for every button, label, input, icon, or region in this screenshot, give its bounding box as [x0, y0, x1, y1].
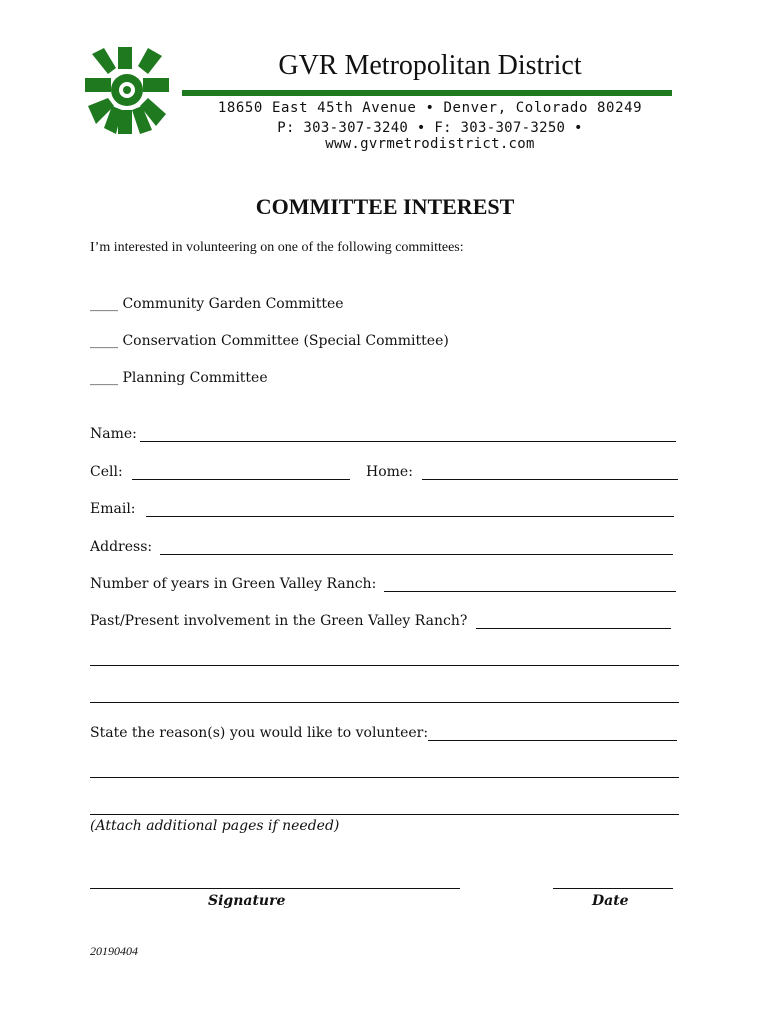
reasons-field[interactable]	[428, 740, 677, 741]
address-line: 18650 East 45th Avenue • Denver, Colorado 80249	[217, 100, 643, 116]
email-label: Email:	[90, 501, 136, 517]
involvement-field-line-3[interactable]	[90, 702, 679, 703]
committee-label: Community Garden Committee	[122, 296, 344, 312]
reasons-field-line-2[interactable]	[90, 777, 679, 778]
committee-label: Planning Committee	[122, 370, 268, 386]
attach-note: (Attach additional pages if needed)	[90, 818, 340, 834]
date-field[interactable]	[553, 888, 673, 889]
committee-option-planning[interactable]	[90, 370, 268, 386]
contact-line: P: 303-307-3240 • F: 303-307-3250 • www.gvrmetrodistrict.com	[277, 120, 583, 152]
document-code: 20190404	[90, 944, 138, 958]
email-field[interactable]	[146, 516, 674, 517]
involvement-field-line-2[interactable]	[90, 665, 679, 666]
gvr-starburst-logo-icon	[82, 44, 172, 138]
involvement-label: Past/Present involvement in the Green Valley Ranch?	[90, 613, 468, 629]
form-title: COMMITTEE INTEREST	[255, 194, 515, 219]
address-field[interactable]	[160, 554, 673, 555]
reasons-field-line-3[interactable]	[90, 814, 679, 815]
form-intro: I’m interested in volunteering on one of the following committees:	[90, 240, 464, 255]
home-label: Home:	[366, 464, 413, 480]
checkbox-blank[interactable]: ____	[90, 296, 118, 312]
signature-field[interactable]	[90, 888, 460, 889]
checkbox-blank[interactable]: ____	[90, 333, 118, 349]
committee-option-garden[interactable]	[90, 296, 344, 312]
date-label: Date	[592, 893, 629, 909]
cell-field[interactable]	[132, 479, 350, 480]
committee-option-conservation[interactable]	[90, 333, 449, 349]
reasons-label: State the reason(s) you would like to volunteer:	[90, 725, 429, 741]
involvement-field[interactable]	[476, 628, 671, 629]
home-field[interactable]	[422, 479, 678, 480]
name-field[interactable]	[140, 441, 676, 442]
header-divider	[182, 90, 672, 96]
checkbox-blank[interactable]: ____	[90, 370, 118, 386]
signature-label: Signature	[208, 893, 286, 909]
cell-label: Cell:	[90, 464, 123, 480]
years-field[interactable]	[384, 591, 676, 592]
address-label: Address:	[90, 539, 153, 555]
name-label: Name:	[90, 426, 137, 442]
org-name: GVR Metropolitan District	[278, 50, 582, 81]
years-label: Number of years in Green Valley Ranch:	[90, 576, 377, 592]
committee-label: Conservation Committee (Special Committee)	[122, 333, 449, 349]
